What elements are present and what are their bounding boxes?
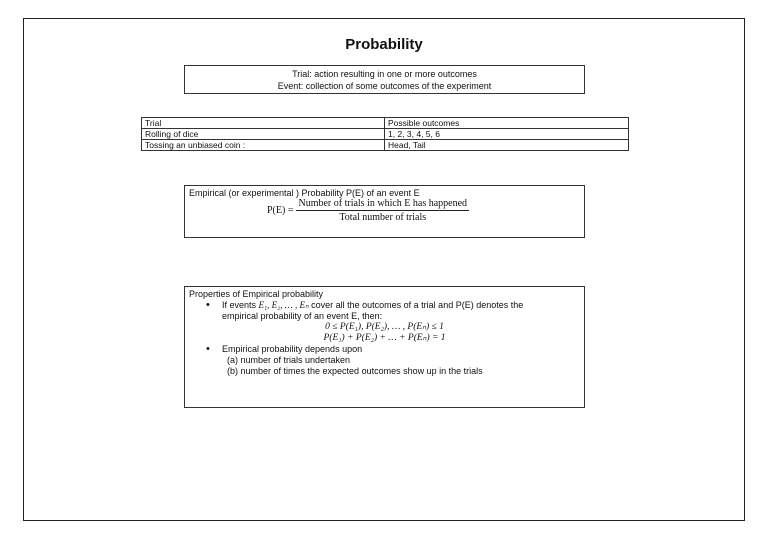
- page-title: Probability: [345, 36, 423, 53]
- slide: [23, 18, 745, 521]
- bullet-depends: • Empirical probability depends upon: [189, 344, 580, 355]
- bullet-events: [189, 300, 580, 322]
- properties-heading: Properties of Empirical probability: [189, 289, 324, 299]
- inequality-equation: 0 ≤ P(E₁), P(E₂), … , P(Eₙ) ≤ 1: [325, 322, 444, 332]
- table-header-row: [142, 118, 629, 129]
- outcomes-table: [141, 117, 629, 151]
- table-row: [142, 129, 629, 140]
- list-item: (a) number of trials undertaken: [227, 355, 351, 365]
- table-row: [142, 140, 629, 151]
- formula-denominator: Total number of trials: [339, 212, 427, 223]
- event-definition: Event: collection of some outcomes of the experiment: [277, 81, 492, 91]
- table-header-cell: Possible outcomes: [385, 118, 629, 129]
- bullet-text: cover all the outcomes of a trial and P(E) denotes the: [308, 300, 524, 310]
- table-cell: Head, Tail: [385, 140, 629, 151]
- table-cell: Tossing an unbiased coin :: [142, 140, 385, 151]
- probability-formula: [267, 198, 469, 223]
- bullet-text: If events: [222, 300, 259, 310]
- events-math: E₁, E₂, … , Eₙ: [258, 300, 309, 310]
- bullet-continuation: empirical probability of an event E, then:: [222, 311, 383, 321]
- formula-fraction: [296, 198, 469, 223]
- properties-box: [184, 286, 585, 408]
- table-cell: Rolling of dice: [142, 129, 385, 140]
- formula-numerator: Number of trials in which E has happened: [298, 198, 468, 209]
- trial-definition: Trial: action resulting in one or more outcomes: [292, 69, 477, 79]
- list-item: (b) number of times the expected outcomes show up in the trials: [227, 366, 483, 376]
- formula-lhs: P(E) =: [267, 205, 294, 216]
- empirical-probability-box: [184, 185, 585, 238]
- sum-equation: P(E₁) + P(E₂) + … + P(Eₙ) = 1: [323, 333, 446, 343]
- empirical-heading: Empirical (or experimental ) Probability P(E) of an event E: [189, 188, 420, 198]
- definitions-box: [184, 65, 585, 94]
- table-cell: 1, 2, 3, 4, 5, 6: [385, 129, 629, 140]
- table-header-cell: Trial: [142, 118, 385, 129]
